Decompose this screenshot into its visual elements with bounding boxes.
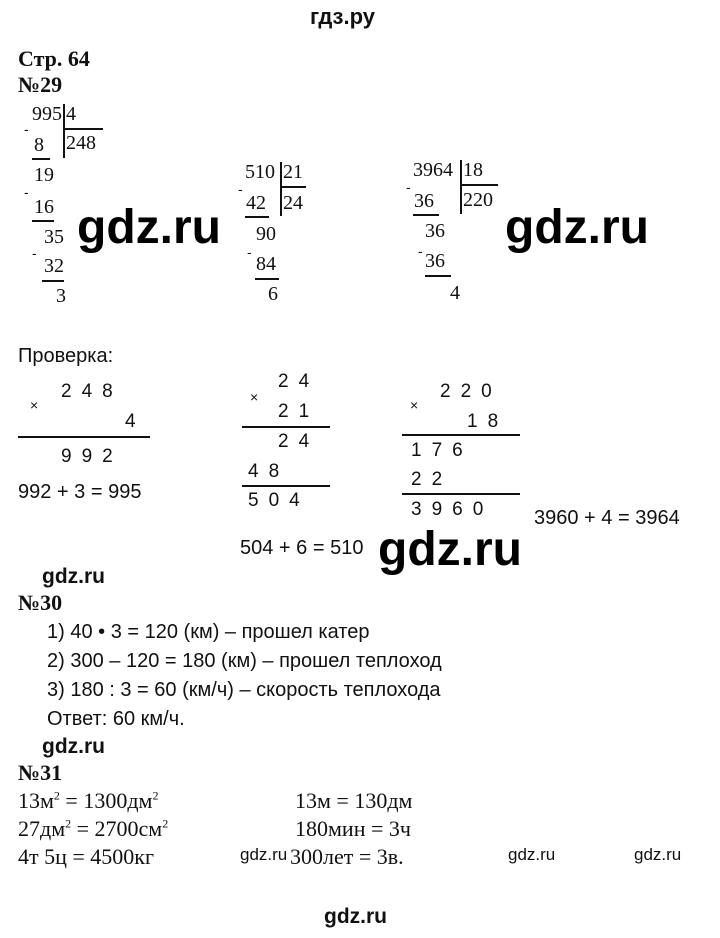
task30-line-3: 3) 180 : 3 = 60 (км/ч) – скорость теплохода (47, 679, 441, 701)
step: 4 (450, 282, 460, 304)
check-line-2: 504 + 6 = 510 (240, 537, 364, 559)
step: 16 (34, 196, 54, 218)
watermark-1: gdz.ru (77, 201, 221, 254)
partial-2: 48 (248, 461, 290, 482)
task30-title: №30 (18, 590, 63, 615)
exponent: 2 (53, 788, 60, 803)
task31-left-3: 4т 5ц = 4500кг (18, 844, 155, 869)
factor-b: 18 (467, 411, 509, 432)
product: 992 (61, 446, 123, 467)
watermark-5: gdz.ru (42, 735, 105, 758)
exponent: 2 (65, 816, 72, 831)
task31-left-2 (18, 818, 168, 840)
site-header: гдз.ру (310, 4, 375, 29)
partial-2: 22 (411, 469, 453, 490)
watermark-7: gdz.ru (508, 845, 556, 864)
partial-1: 176 (411, 440, 473, 461)
step: 90 (256, 223, 276, 245)
task31-title: №31 (18, 760, 63, 785)
factor-a: 220 (440, 381, 502, 402)
minus-sign: - (24, 121, 29, 137)
quotient: 220 (463, 189, 493, 211)
factor-b: 4 (125, 411, 146, 432)
step: 8 (34, 134, 44, 156)
task31-right-1: 13м = 130дм (295, 788, 413, 813)
minus-sign: - (32, 245, 37, 261)
watermark-3: gdz.ru (378, 523, 522, 576)
dividend: 510 (245, 161, 275, 183)
minus-sign: - (418, 243, 423, 259)
expr-part: 13м (18, 788, 54, 813)
minus-sign: - (238, 181, 243, 197)
task31-left-1 (18, 790, 158, 812)
task30-line-1: 1) 40 • 3 = 120 (км) – прошел катер (47, 621, 370, 643)
times-sign: × (410, 397, 419, 413)
check-line-1: 992 + 3 = 995 (18, 481, 142, 503)
dividend: 3964 (413, 159, 453, 181)
minus-sign: - (247, 244, 252, 260)
page-label: Стр. 64 (18, 46, 90, 71)
task31-right-3: 300лет = 3в. (290, 844, 404, 869)
minus-sign: - (24, 184, 29, 200)
divisor: 4 (66, 103, 76, 125)
step: 36 (414, 190, 434, 212)
product: 3960 (411, 499, 494, 520)
factor-b: 21 (278, 401, 320, 422)
expr-part: = 1300дм (59, 788, 153, 813)
step: 19 (34, 164, 54, 186)
step: 36 (425, 220, 445, 242)
task29-title: №29 (18, 72, 63, 97)
task31-right-2: 180мин = 3ч (295, 816, 411, 841)
times-sign: × (30, 397, 39, 413)
times-sign: × (250, 389, 259, 405)
footer-watermark: gdz.ru (324, 905, 387, 928)
dividend: 995 (32, 103, 62, 125)
task30-answer: Ответ: 60 км/ч. (47, 708, 185, 730)
quotient: 24 (283, 192, 303, 214)
factor-a: 248 (61, 381, 123, 402)
watermark-8: gdz.ru (634, 845, 682, 864)
factor-a: 24 (278, 371, 320, 392)
check-label: Проверка: (18, 345, 114, 367)
step: 36 (425, 250, 445, 272)
partial-1: 24 (278, 431, 320, 452)
check-line-3: 3960 + 4 = 3964 (534, 507, 680, 529)
quotient: 248 (66, 132, 96, 154)
divisor: 18 (463, 159, 483, 181)
step: 32 (44, 255, 64, 277)
task30-line-2: 2) 300 – 120 = 180 (км) – прошел теплоход (47, 650, 442, 672)
watermark-2: gdz.ru (505, 201, 649, 254)
step: 3 (56, 285, 66, 307)
product: 504 (248, 490, 310, 511)
step: 42 (246, 192, 266, 214)
minus-sign: - (406, 179, 411, 195)
exponent: 2 (162, 816, 169, 831)
step: 84 (256, 253, 276, 275)
watermark-4: gdz.ru (42, 565, 105, 588)
step: 6 (268, 283, 278, 305)
divisor: 21 (283, 161, 303, 183)
watermark-6: gdz.ru (240, 845, 288, 864)
expr-part: = 2700см (71, 816, 163, 841)
expr-part: 27дм (18, 816, 66, 841)
step: 35 (44, 226, 64, 248)
exponent: 2 (152, 788, 159, 803)
